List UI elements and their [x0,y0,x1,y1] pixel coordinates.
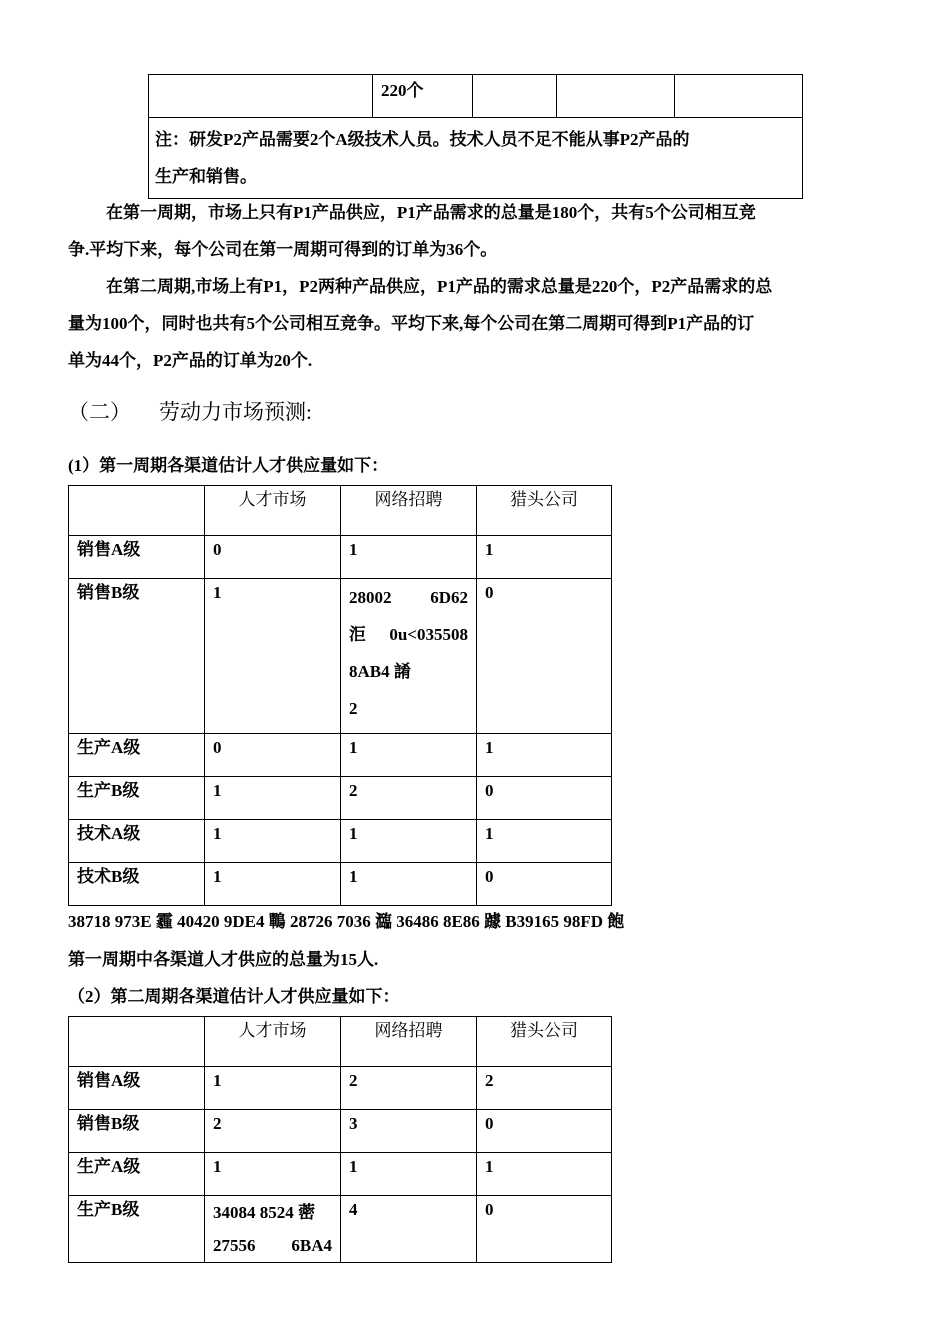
table-cell: 0 [485,583,494,602]
table-cell: 2 [485,1071,494,1090]
table-row [69,1110,612,1153]
garbled-text: 2 [349,699,358,718]
section-title: 劳动力市场预测: [159,400,312,424]
table-header-cell [205,486,341,536]
note-cell [149,118,803,199]
paragraph-line: 在第二周期,市场上有P1，P2两种产品供应，P1产品的需求总量是220个，P2产品需求的总 [106,277,773,296]
table-cell: 1 [213,781,222,800]
table-cell: 2 [349,781,358,800]
table-cell: 2 [213,1114,222,1133]
table-cell: 1 [349,1157,358,1176]
table-row [69,777,612,820]
table-cell: 2 [349,1071,358,1090]
paragraph-line: 量为100个，同时也共有5个公司相互竞争。平均下来,每个公司在第二周期可得到P1产品的订 [68,314,755,333]
table-cell: 1 [213,583,222,602]
table-row [69,1067,612,1110]
section-number: （二） [68,400,131,424]
table-row [69,820,612,863]
garbled-text: 28002 6D62 [349,588,468,607]
garbled-text: 洰 0u<035508 [349,625,468,644]
table-cell: 0 [213,540,222,559]
column-header: 猎头公司 [510,1021,578,1040]
table2-caption: （2）第二周期各渠道估计人才供应量如下： [68,987,400,1006]
table-cell: 1 [349,867,358,886]
table-cell: 1 [485,540,494,559]
table-cell: 0 [485,1114,494,1133]
table-cell [557,75,675,118]
market-demand-table-fragment [148,74,803,199]
paragraph-period2 [68,268,883,379]
table-cell: 1 [485,824,494,843]
table-cell [149,75,373,118]
table-cell: 1 [213,824,222,843]
table-row [69,1153,612,1196]
table-row [69,1196,612,1263]
period2-talent-supply-table [68,1016,612,1263]
paragraph-period1 [68,194,883,268]
row-label: 销售B级 [77,1114,140,1133]
table-cell: 4 [349,1200,358,1219]
period1-talent-supply-table [68,485,612,906]
table-header-cell [477,1017,612,1067]
table-header-cell [69,486,205,536]
total-supply-text: 第一周期中各渠道人才供应的总量为15人. [68,950,379,969]
table-cell [675,75,803,118]
note-line: 生产和销售。 [155,167,257,186]
table1-caption: (1）第一周期各渠道估计人才供应量如下： [68,456,389,475]
row-label: 生产A级 [77,738,141,757]
row-label: 生产A级 [77,1157,141,1176]
table-header-cell [69,1017,205,1067]
table-row [69,863,612,906]
row-label: 销售B级 [77,583,140,602]
table-row [69,734,612,777]
table-cell: 3 [349,1114,358,1133]
table-cell: 1 [349,824,358,843]
table-cell: 1 [213,1071,222,1090]
column-header: 网络招聘 [374,1021,443,1040]
garbled-text: 34084 8524 蔤 [213,1203,315,1222]
note-line: 注：研发P2产品需要2个A级技术人员。技术人员不足不能从事P2产品的 [155,130,690,149]
garbled-text: 8AB4 誵 [349,662,411,681]
table-cell: 0 [485,781,494,800]
column-header: 猎头公司 [510,490,578,509]
table-header-cell [341,1017,477,1067]
table-cell: 1 [213,867,222,886]
table-header-cell [477,486,612,536]
table-cell [473,75,557,118]
table-header-cell [341,486,477,536]
column-header: 网络招聘 [374,490,443,509]
paragraph-line: 单为44个，P2产品的订单为20个. [68,351,313,370]
table-header-cell [205,1017,341,1067]
table-cell [373,75,473,118]
row-label: 销售A级 [77,540,141,559]
table-row [69,579,612,734]
row-label: 技术A级 [77,824,141,843]
garbled-cell [205,1196,341,1263]
table-cell: 0 [485,1200,494,1219]
garbled-cell [341,579,477,734]
row-label: 销售A级 [77,1071,141,1090]
table-cell: 1 [485,1157,494,1176]
column-header: 人才市场 [238,1021,307,1040]
table-cell: 0 [213,738,222,757]
paragraph-line: 在第一周期，市场上只有P1产品供应，P1产品需求的总量是180个，共有5个公司相互竞 [106,203,756,222]
table-row [69,536,612,579]
paragraph-line: 争.平均下来，每个公司在第一周期可得到的订单为36个。 [68,240,498,259]
table-cell: 1 [485,738,494,757]
row-label: 生产B级 [77,1200,140,1219]
column-header: 人才市场 [238,490,307,509]
table-cell: 1 [349,738,358,757]
row-label: 技术B级 [77,867,140,886]
garbled-line: 38718 973E 霾 40420 9DE4 鷤 28726 7036 瀶 36486 8E86 躆 B39165 98FD 飽 [68,912,625,931]
row-label: 生产B级 [77,781,140,800]
table-cell: 1 [349,540,358,559]
section-heading [68,396,312,426]
table-cell: 1 [213,1157,222,1176]
demand-value: 220个 [381,81,424,100]
garbled-text: 27556 6BA4 [213,1236,332,1255]
table-cell: 0 [485,867,494,886]
